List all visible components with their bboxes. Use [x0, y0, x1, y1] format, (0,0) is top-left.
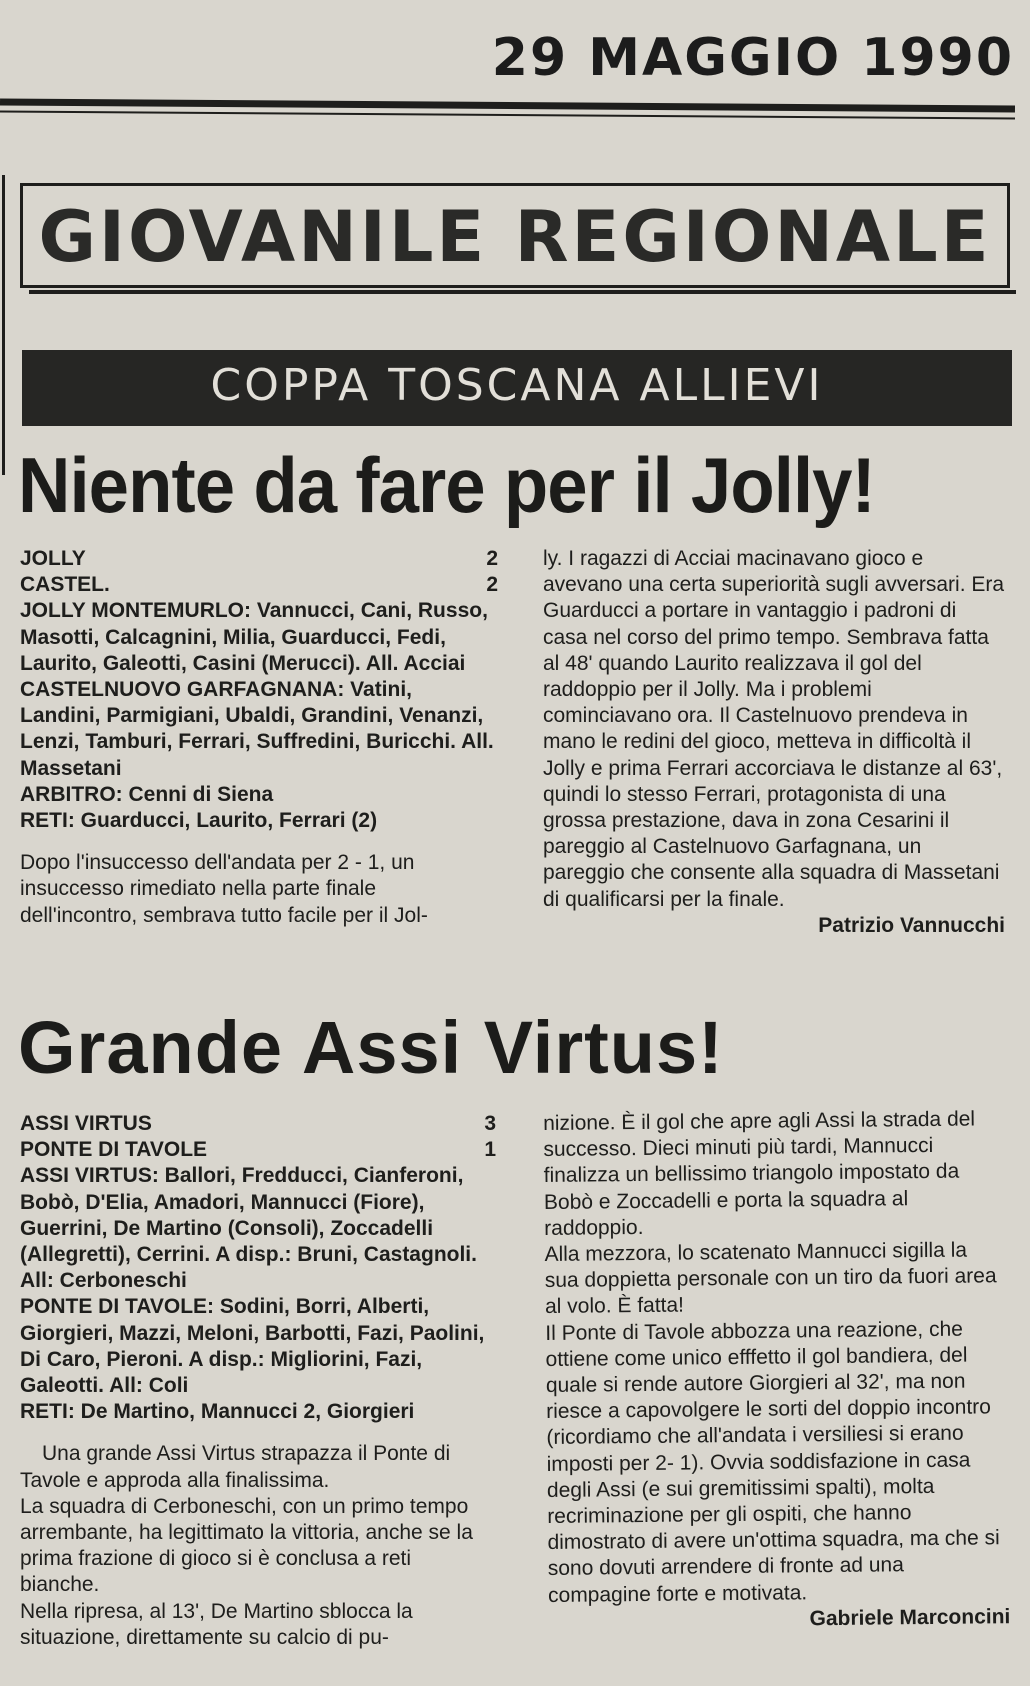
score-row: [20, 1137, 496, 1163]
team-goals: 2: [486, 547, 498, 570]
article2-body-paragraph: La squadra di Cerboneschi, con un primo tempo arrembante, ha legittimato la vittoria, anche se la prima frazione di gioco si è conclusa a reti bianche.: [20, 1494, 473, 1597]
article2-body-paragraph: nizione. È il gol che apre agli Assi la strada del successo. Dieci minuti più tardi, Mannucci finalizza un bellissimo triangolo impostato da Bobò e Zoccadelli e porta la squadra al raddoppio.: [543, 1107, 976, 1240]
left-border-line: [2, 175, 5, 475]
top-rule: [0, 98, 1015, 112]
lineup-home: JOLLY MONTEMURLO: Vannucci, Cani, Russo, Masotti, Calcagnini, Milia, Guarducci, Fedi, Laurito, Galeotti, Casini (Merucci). All. Acciai: [20, 599, 488, 675]
article2-headline: Grande Assi Virtus!: [18, 1006, 724, 1089]
team-goals: 2: [486, 573, 498, 597]
top-rule-thin: [0, 110, 1015, 119]
section-header-box: [20, 183, 1010, 288]
score-row: [20, 572, 498, 598]
competition-band: [22, 350, 1012, 426]
goals-list: RETI: De Martino, Mannucci 2, Giorgieri: [20, 1400, 415, 1424]
competition-title: COPPA TOSCANA ALLIEVI: [210, 360, 824, 411]
article2-right-column: [543, 1106, 1010, 1635]
article1-right-column: [543, 546, 1005, 939]
article2-body-paragraph: Nella ripresa, al 13', De Martino sblocca la situazione, direttamente su calcio di pu-: [20, 1599, 413, 1649]
article2-left-column: [20, 1111, 496, 1651]
article1-headline: Niente da fare per il Jolly!: [18, 441, 875, 529]
lineup-away: PONTE DI TAVOLE: Sodini, Borri, Alberti, Giorgieri, Mazzi, Meloni, Barbotti, Fazi, Paolini, Di Caro, Pieroni. A disp.: Migliorini, Fazi, Galeotti. All: Coli: [20, 1295, 485, 1398]
article2-author: Gabriele Marconcini: [809, 1604, 1011, 1631]
lineup-home: ASSI VIRTUS: Ballori, Fredducci, Cianferoni, Bobò, D'Elia, Amadori, Mannucci (Fiore), Guerrini, De Martino (Consoli), Zoccadelli (Allegretti), Cerrini. A disp.: Bruni, Castagnoli. All: Cerboneschi: [20, 1164, 477, 1293]
article1-author: Patrizio Vannucchi: [818, 913, 1005, 937]
issue-date: 29 MAGGIO 1990: [491, 28, 1014, 88]
article2-body-paragraph: Una grande Assi Virtus strapazza il Ponte di Tavole e approda alla finalissima.: [20, 1442, 451, 1492]
article2-body-paragraph: Alla mezzora, lo scatenato Mannucci sigilla la sua doppietta personale con un tiro da fuori area al volo. È fatta!: [544, 1238, 997, 1319]
team-name: ASSI VIRTUS: [20, 1112, 152, 1135]
score-row: [20, 546, 498, 572]
section-title: GIOVANILE REGIONALE: [38, 196, 992, 278]
referee: ARBITRO: Cenni di Siena: [20, 782, 274, 806]
team-name: JOLLY: [20, 547, 86, 570]
team-goals: 1: [484, 1138, 496, 1162]
score-row: [20, 1111, 496, 1137]
goals-list: RETI: Guarducci, Laurito, Ferrari (2): [20, 809, 378, 833]
article1-body-left: Dopo l'insuccesso dell'andata per 2 - 1, un insuccesso rimediato nella parte finale dell'incontro, sembrava tutto facile per il Jol-: [20, 851, 428, 927]
team-name: CASTEL.: [20, 573, 110, 597]
team-goals: 3: [484, 1112, 496, 1135]
article1-left-column: [20, 546, 498, 929]
article1-body-right: ly. I ragazzi di Acciai macinavano gioco e avevano una certa superiorità sugli avversari. Era Guarducci a portare in vantaggio i padroni di casa nel corso del primo tempo. Sembrava fatta al 48' quando Laurito realizzava il gol del raddoppio per il Jolly. Ma i problemi cominciavano ora. Il Castelnuovo prendeva in mano le redini del gioco, metteva in difficoltà il Jolly e prima Ferrari accorciava le distanze al 63', quindi lo stesso Ferrari, protagonista di una grossa prestazione, dava in zona Cesarini il pareggio al Castelnuovo Garfagnana, un pareggio che consente alla squadra di Massetani di qualificarsi per la finale.: [543, 547, 1005, 911]
lineup-away: CASTELNUOVO GARFAGNANA: Vatini, Landini, Parmigiani, Ubaldi, Grandini, Venanzi, Lenzi, Tamburi, Ferrari, Suffredini, Buricchi. All. Massetani: [20, 678, 494, 780]
team-name: PONTE DI TAVOLE: [20, 1138, 208, 1162]
article2-body-paragraph: Il Ponte di Tavole abbozza una reazione, che ottiene come unico efffetto il gol bandiera, del quale si rende autore Giorgieri al 32', ma non riesce a capovolgere le sorti del doppio incontro (ricordiamo che all'andata i versiliesi si erano imposti per 2- 1). Ovvia soddisfazione in casa degli Assi (e sui gremitissimi spalti), molta recriminazione per gli ospiti, che hanno dimostrato di avere un'ottima squadra, ma che si sono dovuti arrendere di fronte ad una compagine forte e motivata.: [545, 1317, 1000, 1607]
